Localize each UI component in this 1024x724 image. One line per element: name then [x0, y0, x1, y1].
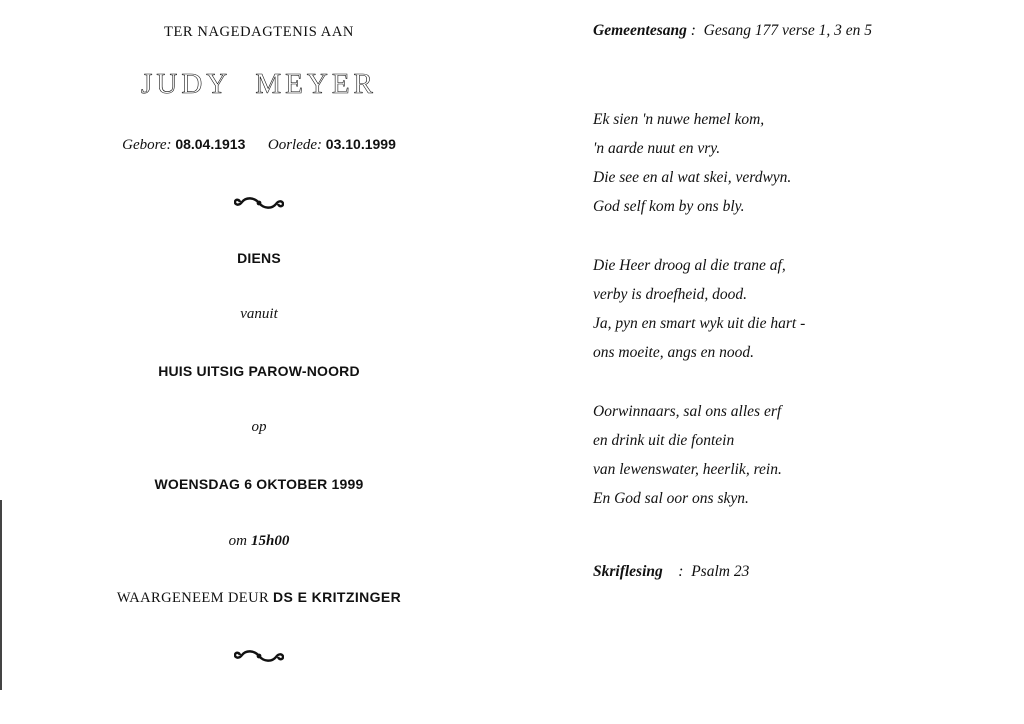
stanza: [593, 251, 805, 367]
died-label: Oorlede:: [267, 137, 323, 153]
ornament-divider-icon: [234, 648, 284, 664]
service-time: [100, 532, 418, 550]
verse-line: Die Heer droog al die trane af,: [593, 257, 786, 274]
hymn-value: Gesang 177 verse 1, 3 en 5: [703, 22, 872, 39]
hymn-verses: [593, 105, 805, 543]
born-value: 08.04.1913: [175, 136, 246, 152]
born-label: Gebore:: [122, 137, 172, 153]
reading-value: Psalm 23: [691, 563, 750, 580]
service-location: HUIS UITSIG PAROW-NOORD: [158, 363, 360, 379]
officiant-line: [100, 589, 418, 607]
officiant-name: DS E KRITZINGER: [273, 589, 402, 605]
died-value: 03.10.1999: [325, 136, 396, 152]
deceased-name: JUDY MEYER: [141, 68, 377, 100]
from-label: vanuit: [240, 306, 278, 322]
reading-label: Skriflesing: [593, 563, 663, 580]
time-value: 15h00: [251, 533, 290, 549]
hymn-line: Gemeentesang : Gesang 177 verse 1, 3 en 5: [593, 22, 872, 39]
verse-line: ons moeite, angs en nood.: [593, 344, 755, 361]
verse-line: van lewenswater, heerlik, rein.: [593, 461, 782, 478]
dates-line: [100, 136, 418, 154]
on-label: op: [251, 419, 267, 435]
verse-line: 'n aarde nuut en vry.: [593, 140, 721, 157]
verse-line: Oorwinnaars, sal ons alles erf: [593, 403, 782, 420]
hymn-label: Gemeentesang: [593, 22, 687, 39]
stanza: [593, 397, 805, 513]
time-prefix: om: [228, 533, 247, 549]
verse-line: Ja, pyn en smart wyk uit die hart -: [593, 315, 806, 332]
verse-line: en drink uit die fontein: [593, 432, 735, 449]
verse-line: verby is droefheid, dood.: [593, 286, 747, 303]
memorial-heading: TER NAGEDAGTENIS AAN: [163, 24, 354, 40]
verse-line: Ek sien 'n nuwe hemel kom,: [593, 111, 765, 128]
verse-line: God self kom by ons bly.: [593, 198, 745, 215]
verse-line: Die see en al wat skei, verdwyn.: [593, 169, 792, 186]
ornament-divider-icon: [234, 195, 284, 211]
stanza: [593, 105, 805, 221]
page-edge-line: [0, 500, 2, 690]
officiant-prefix: WAARGENEEM DEUR: [116, 590, 270, 606]
scripture-reading-line: Skriflesing : Psalm 23: [593, 563, 750, 580]
verse-line: En God sal oor ons skyn.: [593, 490, 749, 507]
service-heading: DIENS: [237, 250, 281, 266]
service-date: WOENSDAG 6 OKTOBER 1999: [154, 476, 364, 492]
